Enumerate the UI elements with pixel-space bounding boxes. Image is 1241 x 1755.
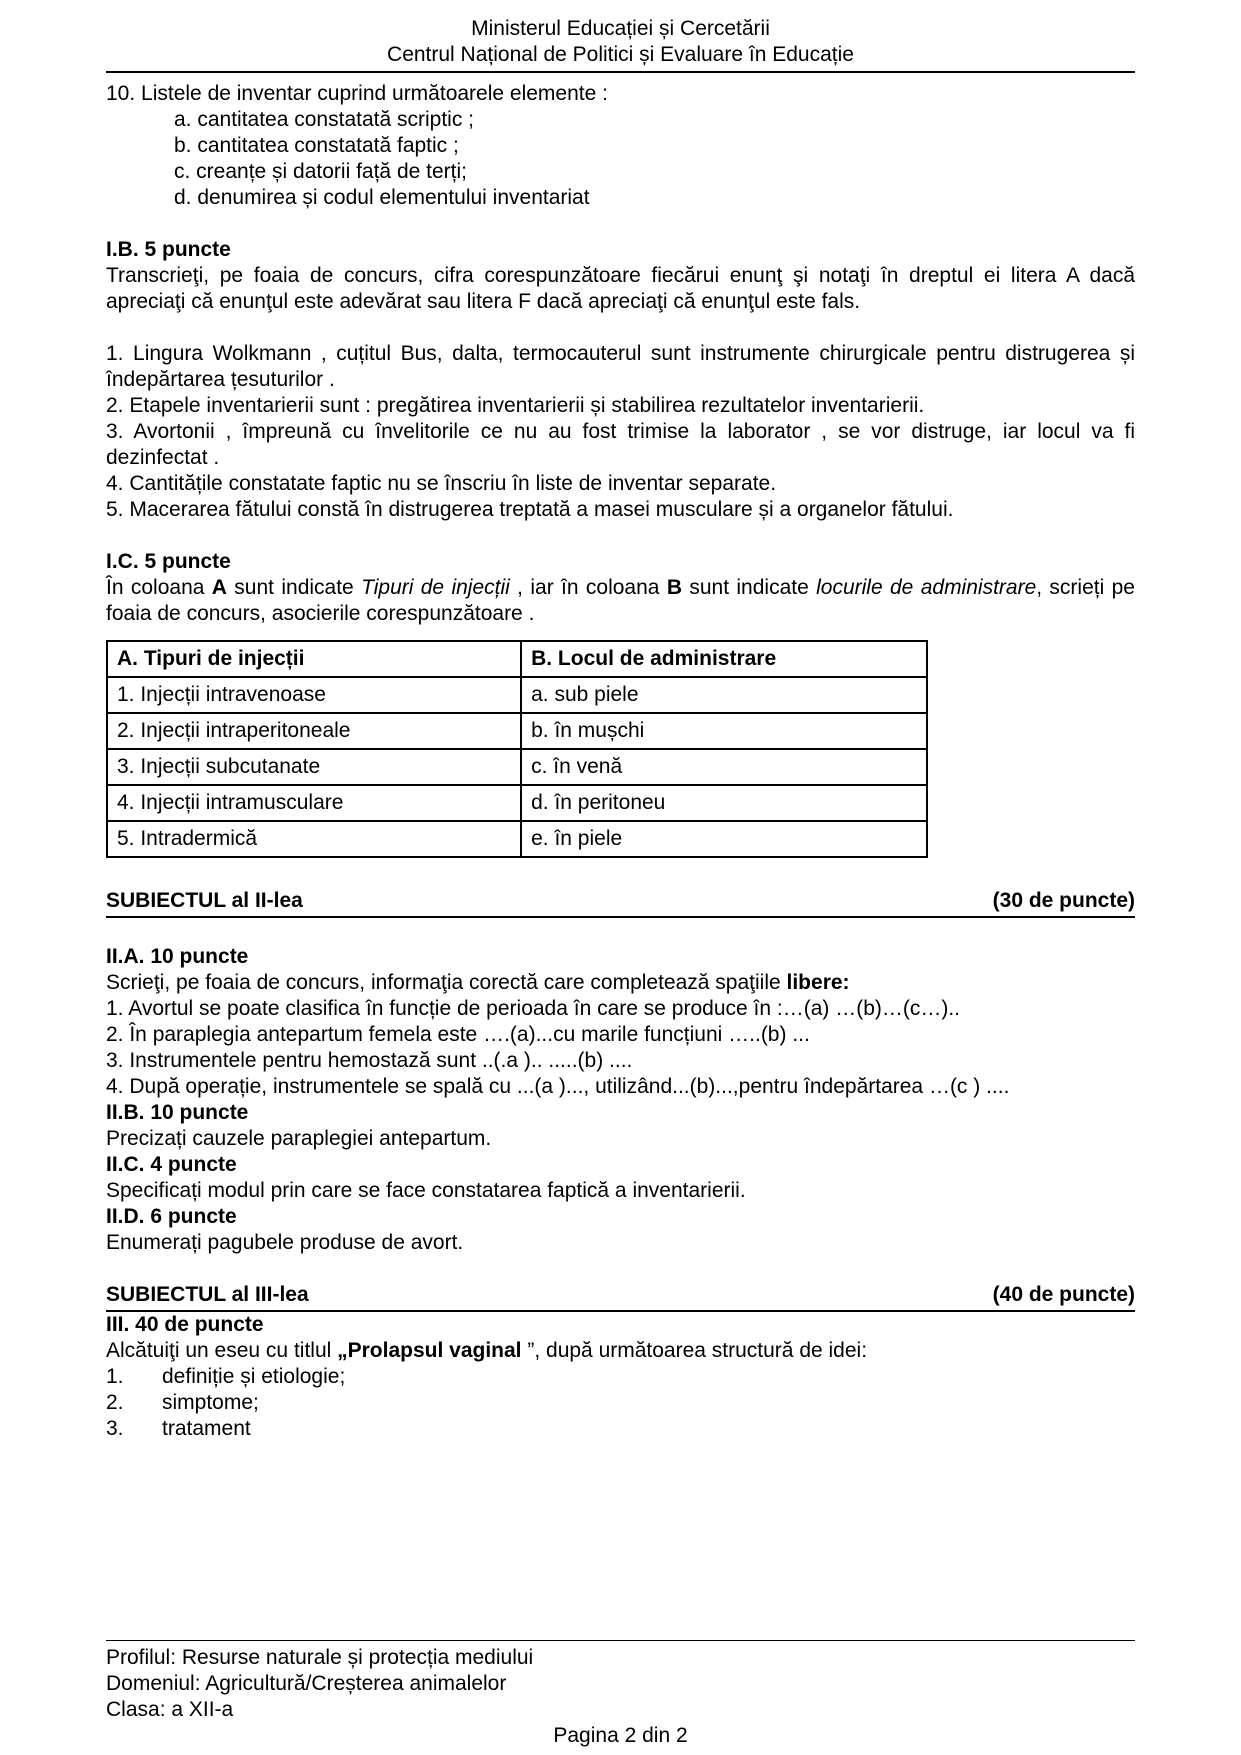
table-row xyxy=(107,677,927,713)
footer-divider xyxy=(106,1640,1135,1641)
ic-intro-col-a: A xyxy=(211,576,227,599)
table-row xyxy=(107,749,927,785)
iia-intro-bold: libere: xyxy=(786,971,850,994)
section-iid-title: II.D. 6 puncte xyxy=(106,1205,237,1228)
section-iib-title: II.B. 10 puncte xyxy=(106,1101,249,1124)
table-cell-place-d: d. în peritoneu xyxy=(521,785,927,821)
iia-intro-text: Scrieţi, pe foaia de concurs, informaţia corectă care completează spaţiile xyxy=(106,971,787,994)
option-a: a. cantitatea constatată scriptic ; xyxy=(174,108,474,131)
injection-matching-table xyxy=(106,640,928,858)
footer-profile: Profilul: Resurse naturale și protecția mediului xyxy=(106,1646,534,1669)
section-ib-intro: Transcrieţi, pe foaia de concurs, cifra corespunzătoare fiecărui enunţ şi notaţi în dreptul ei litera A dacă apreciaţi că enunţul este adevărat sau litera F dacă apreciaţi că enunţul este fals. xyxy=(106,264,1135,313)
ic-intro-col-b: B xyxy=(666,576,682,599)
ic-intro-text-5: , scrieți pe foaia de concurs, asocierile corespunzătoare . xyxy=(106,576,1135,625)
table-row xyxy=(107,785,927,821)
ib-statement-4: 4. Cantitățile constatate faptic nu se înscriu în liste de inventar separate. xyxy=(106,472,777,495)
section-iid-text: Enumerați pagubele produse de avort. xyxy=(106,1231,464,1254)
table-cell-place-e: e. în piele xyxy=(521,821,927,857)
ic-intro-injection-types: Tipuri de injecții xyxy=(361,576,510,599)
header-ministry: Ministerul Educației și Cercetării xyxy=(471,17,770,40)
subject-3-title: SUBIECTUL al III-lea xyxy=(106,1283,309,1306)
iii-item-1-text: definiție și etiologie; xyxy=(162,1365,346,1388)
ic-intro-text-3: , iar în coloana xyxy=(509,576,667,599)
table-header-row xyxy=(107,641,927,677)
option-b: b. cantitatea constatată faptic ; xyxy=(174,134,459,157)
section-iic-title: II.C. 4 puncte xyxy=(106,1153,237,1176)
subject-3-heading xyxy=(106,1282,1135,1312)
section-iii-intro xyxy=(106,1338,1135,1364)
footer-page-number: Pagina 2 din 2 xyxy=(553,1724,688,1747)
section-ic-title: I.C. 5 puncte xyxy=(106,550,231,573)
iii-item-1-number: 1. xyxy=(106,1365,124,1388)
ib-statement-2: 2. Etapele inventarierii sunt : pregătirea inventarierii și stabilirea rezultatelor inventarierii. xyxy=(106,394,925,417)
iii-item-2 xyxy=(106,1390,1135,1416)
subject-2-heading xyxy=(106,888,1135,918)
footer-class: Clasa: a XII-a xyxy=(106,1698,234,1721)
iii-item-3 xyxy=(106,1416,1135,1442)
section-iib-text: Precizați cauzele paraplegiei antepartum. xyxy=(106,1127,492,1150)
iia-item-3: 3. Instrumentele pentru hemostază sunt ..(.a ).. .....(b) .... xyxy=(106,1049,633,1072)
section-ic-intro xyxy=(106,575,1135,627)
table-header-injection-types: A. Tipuri de injecții xyxy=(107,641,521,677)
ib-statement-5: 5. Macerarea fătului constă în distrugerea treptată a masei musculare și a organelor fătului. xyxy=(106,498,954,521)
table-cell-place-c: c. în venă xyxy=(521,749,927,785)
subject-3-points: (40 de puncte) xyxy=(992,1283,1135,1306)
table-row xyxy=(107,821,927,857)
table-header-admin-place: B. Locul de administrare xyxy=(521,641,927,677)
question-10-stem: 10. Listele de inventar cuprind următoarele elemente : xyxy=(106,82,608,105)
section-iia-title: II.A. 10 puncte xyxy=(106,945,249,968)
section-iic-text: Specificați modul prin care se face constatarea faptică a inventarierii. xyxy=(106,1179,746,1202)
table-cell-type-3: 3. Injecții subcutanate xyxy=(107,749,521,785)
ic-intro-admin-places: locurile de administrare xyxy=(816,576,1037,599)
page-header xyxy=(106,16,1135,68)
ib-statement-3: 3. Avortonii , împreună cu învelitorile ce nu au fost trimise la laborator , se vor distruge, iar locul va fi dezinfectat . xyxy=(106,420,1135,469)
iii-intro-text-1: Alcătuiţi un eseu cu titlul xyxy=(106,1339,338,1362)
iii-intro-essay-title: „Prolapsul vaginal xyxy=(337,1339,522,1362)
option-c: c. creanțe și datorii față de terți; xyxy=(174,160,467,183)
ic-intro-text-4: sunt indicate xyxy=(682,576,817,599)
table-cell-type-1: 1. Injecții intravenoase xyxy=(107,677,521,713)
section-ib-title: I.B. 5 puncte xyxy=(106,238,231,261)
iia-item-4: 4. După operație, instrumentele se spală cu ...(a )..., utilizând...(b)...,pentru îndepărtarea …(c ) .... xyxy=(106,1075,1010,1098)
subject-2-points: (30 de puncte) xyxy=(992,889,1135,912)
table-cell-type-2: 2. Injecții intraperitoneale xyxy=(107,713,521,749)
question-10-options xyxy=(106,107,1135,211)
table-row xyxy=(107,713,927,749)
page-footer xyxy=(106,1640,1135,1749)
table-cell-type-4: 4. Injecții intramusculare xyxy=(107,785,521,821)
iii-item-3-number: 3. xyxy=(106,1417,124,1440)
table-cell-place-a: a. sub piele xyxy=(521,677,927,713)
footer-domain: Domeniul: Agricultură/Creșterea animalelor xyxy=(106,1672,507,1695)
table-cell-type-5: 5. Intradermică xyxy=(107,821,521,857)
iii-item-2-text: simptome; xyxy=(162,1391,259,1414)
ic-intro-text-1: În coloana xyxy=(106,576,212,599)
iia-item-1: 1. Avortul se poate clasifica în funcție de perioada în care se produce în :…(a) …(b)…(c…).. xyxy=(106,997,961,1020)
header-institution: Centrul Național de Politici și Evaluare în Educație xyxy=(387,43,854,66)
header-divider xyxy=(106,71,1135,73)
section-iia-intro xyxy=(106,970,1135,996)
ic-intro-text-2: sunt indicate xyxy=(226,576,362,599)
table-cell-place-b: b. în mușchi xyxy=(521,713,927,749)
section-iii-title: III. 40 de puncte xyxy=(106,1313,264,1336)
iii-item-1 xyxy=(106,1364,1135,1390)
iii-item-3-text: tratament xyxy=(162,1417,251,1440)
iii-intro-text-2: ”, după următoarea structură de idei: xyxy=(521,1339,868,1362)
iii-item-2-number: 2. xyxy=(106,1391,124,1414)
option-d: d. denumirea și codul elementului inventariat xyxy=(174,186,590,209)
ib-statement-1: 1. Lingura Wolkmann , cuțitul Bus, dalta, termocauterul sunt instrumente chirurgicale pentru distrugerea și îndepărtarea țesuturilor . xyxy=(106,342,1135,391)
iia-item-2: 2. În paraplegia antepartum femela este ….(a)...cu marile funcțiuni …..(b) ... xyxy=(106,1023,810,1046)
subject-2-title: SUBIECTUL al II-lea xyxy=(106,889,303,912)
